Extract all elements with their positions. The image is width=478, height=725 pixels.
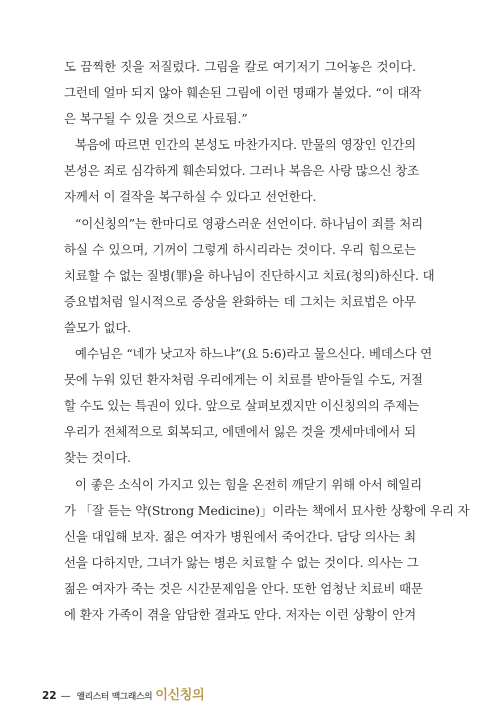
text-line: 그런데 얼마 되지 않아 훼손된 그림에 이런 명패가 붙었다. “이 대작 bbox=[64, 85, 422, 101]
text-line: 본성은 죄로 심각하게 훼손되었다. 그러나 복음은 사랑 많으신 창조 bbox=[64, 163, 420, 179]
text-line: 선을 다하지만, 그녀가 앓는 병은 치료할 수 없는 것이다. 의사는 그 bbox=[64, 554, 419, 570]
text-line: 증요법처럼 일시적으로 증상을 완화하는 데 그치는 치료법은 아무 bbox=[64, 293, 416, 309]
text-line: 이 좋은 소식이 가지고 있는 힘을 온전히 깨닫기 위해 아서 헤일리 bbox=[75, 476, 422, 492]
text-line: 우리가 전체적으로 회복되고, 에덴에서 잃은 것을 겟세마네에서 되 bbox=[64, 424, 416, 440]
text-line: 복음에 따르면 인간의 본성도 마찬가지다. 만물의 영장인 인간의 bbox=[75, 137, 416, 153]
text-line: “이신칭의”는 한마디로 영광스러운 선언이다. 하나님이 죄를 처리 bbox=[75, 215, 423, 231]
text-line: 예수님은 “네가 낫고자 하느냐”(요 5:6)라고 물으신다. 베데스다 연 bbox=[75, 346, 433, 362]
text-line: 젊은 여자가 죽는 것은 시간문제임을 안다. 또한 엄청난 치료비 때문 bbox=[64, 580, 423, 596]
footer-author: 앨리스터 맥그래스의 bbox=[76, 692, 153, 702]
text-line: 못에 누워 있던 환자처럼 우리에게는 이 치료를 받아들일 수도, 거절 bbox=[64, 372, 423, 388]
text-line: 찾는 것이다. bbox=[64, 450, 132, 466]
text-line: 신을 대입해 보자. 젊은 여자가 병원에서 죽어간다. 담당 의사는 최 bbox=[64, 528, 416, 544]
text-line: 가 「잘 듣는 약(Strong Medicine)」이라는 책에서 묘사한 상황에 우리 자 bbox=[64, 502, 470, 518]
text-line: 자께서 이 걸작을 복구하실 수 있다고 선언한다. bbox=[64, 189, 317, 205]
text-line: 도 끔찍한 짓을 저질렀다. 그림을 칼로 여기저기 그어놓은 것이다. bbox=[64, 59, 416, 74]
body-text bbox=[64, 54, 470, 628]
text-line: 은 복구될 수 있을 것으로 사료됨.” bbox=[64, 111, 248, 127]
footer-book-title: 이신칭의 bbox=[155, 688, 205, 703]
footer-dash: — bbox=[60, 691, 71, 702]
text-line: 쓸모가 없다. bbox=[64, 319, 132, 335]
text-line: 하실 수 있으며, 기꺼이 그렇게 하시리라는 것이다. 우리 힘으로는 bbox=[64, 241, 416, 257]
page-number: 22 bbox=[42, 690, 57, 702]
running-footer bbox=[42, 684, 204, 704]
text-line: 에 환자 가족이 겪을 암담한 결과도 안다. 저자는 이런 상황이 안겨 bbox=[64, 606, 416, 622]
text-line: 치료할 수 없는 질병(罪)을 하나님이 진단하시고 치료(청의)하신다. 대 bbox=[64, 267, 435, 283]
text-line: 할 수도 있는 특권이 있다. 앞으로 살펴보겠지만 이신칭의의 주제는 bbox=[64, 398, 420, 414]
